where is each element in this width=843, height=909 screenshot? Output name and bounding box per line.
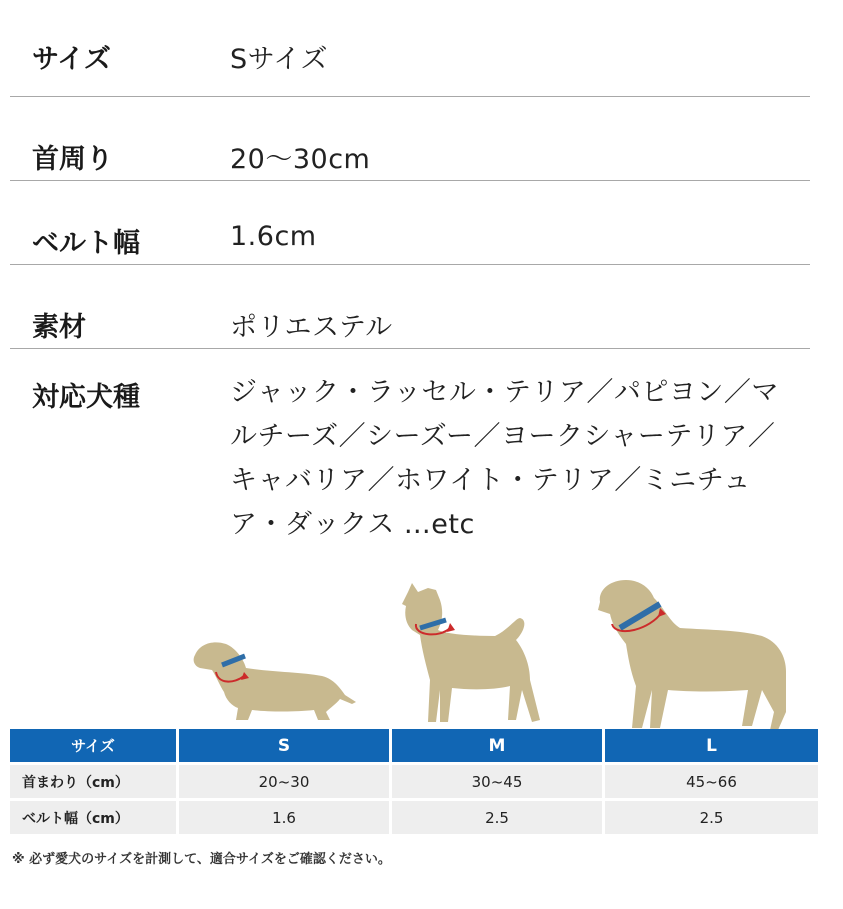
row-label-neck: 首まわり（cm）: [10, 765, 176, 798]
table-row: [10, 801, 818, 834]
cell-neck-s: 20~30: [179, 765, 389, 798]
size-header-m: M: [392, 729, 602, 762]
size-header-s: S: [179, 729, 389, 762]
spec-row-neck: [10, 97, 810, 181]
size-table-header: [10, 729, 818, 762]
cell-belt-m: 2.5: [392, 801, 602, 834]
spec-label-belt: ベルト幅: [32, 228, 140, 259]
small-dog-icon: [194, 642, 356, 720]
spec-row-belt: [10, 181, 810, 265]
spec-table: [10, 0, 810, 549]
cell-belt-s: 1.6: [179, 801, 389, 834]
size-header-l: L: [605, 729, 818, 762]
medium-dog-icon: [402, 583, 540, 722]
dog-size-illustration: [0, 570, 843, 730]
spec-row-material: [10, 265, 810, 349]
spec-row-breeds: [10, 349, 810, 549]
size-header-label: サイズ: [10, 729, 176, 762]
table-row: [10, 765, 818, 798]
cell-neck-l: 45~66: [605, 765, 818, 798]
cell-belt-l: 2.5: [605, 801, 818, 834]
spec-label-size: サイズ: [32, 44, 111, 75]
size-table: [7, 726, 821, 837]
row-label-belt: ベルト幅（cm）: [10, 801, 176, 834]
spec-label-breeds: 対応犬種: [32, 382, 140, 413]
spec-label-material: 素材: [32, 312, 86, 343]
cell-neck-m: 30~45: [392, 765, 602, 798]
large-dog-icon: [598, 580, 786, 730]
spec-value-neck: 20〜30cm: [230, 144, 371, 175]
spec-row-size: [10, 0, 810, 97]
footnote: ※ 必ず愛犬のサイズを計測して、適合サイズをご確認ください。: [12, 852, 391, 867]
spec-value-belt: 1.6cm: [230, 221, 317, 252]
spec-value-size: Sサイズ: [230, 44, 328, 75]
spec-label-neck: 首周り: [32, 144, 113, 175]
spec-value-breeds: ジャック・ラッセル・テリア／パピヨン／マルチーズ／シーズー／ヨークシャーテリア／キャバリア／ホワイト・テリア／ミニチュア・ダックス …etc: [230, 377, 779, 540]
spec-value-material: ポリエステル: [230, 312, 393, 343]
